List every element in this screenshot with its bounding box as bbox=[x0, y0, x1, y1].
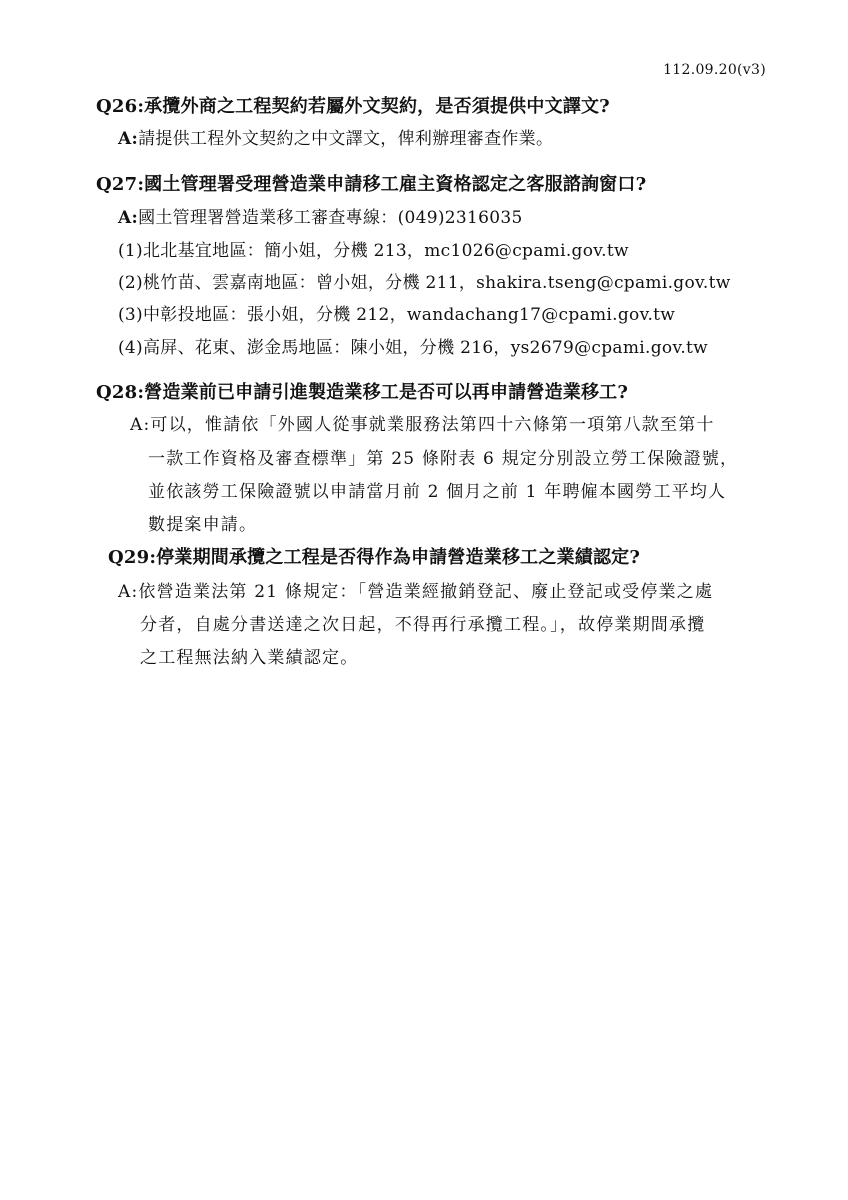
contact-line: (4)高屏、花東、澎金馬地區：陳小姐，分機 216，ys2679@cpami.gov.tw bbox=[118, 338, 709, 358]
answer-line: 一款工作資格及審查標準」第 25 條附表 6 規定分別設立勞工保險證號， bbox=[148, 449, 739, 469]
question-q27: Q27:國土管理署受理營造業申請移工雇主資格認定之客服諮詢窗口? bbox=[96, 174, 647, 195]
answer-line: 之工程無法納入業績認定。 bbox=[140, 648, 359, 668]
answer-line: A:依營造業法第 21 條規定：「營造業經撤銷登記、廢止登記或受停業之處 bbox=[118, 582, 714, 602]
answer-label: A: bbox=[118, 208, 139, 228]
version-date: 112.09.20(v3) bbox=[663, 62, 766, 78]
answer-text: 國土管理署營造業移工審查專線：(049)2316035 bbox=[138, 208, 523, 228]
contact-line: (2)桃竹苗、雲嘉南地區：曾小姐，分機 211，shakira.tseng@cpami.gov.tw bbox=[118, 273, 731, 293]
contact-line: (3)中彰投地區：張小姐，分機 212，wandachang17@cpami.gov.tw bbox=[118, 305, 676, 325]
contact-line: (1)北北基宜地區：簡小姐，分機 213，mc1026@cpami.gov.tw bbox=[118, 241, 629, 261]
answer-label: A: bbox=[118, 129, 139, 149]
answer-q26 bbox=[118, 124, 553, 149]
question-q26: Q26:承攬外商之工程契約若屬外文契約，是否須提供中文譯文? bbox=[96, 96, 610, 117]
answer-text: 請提供工程外文契約之中文譯文，俾利辦理審查作業。 bbox=[138, 129, 554, 149]
question-q28: Q28:營造業前已申請引進製造業移工是否可以再申請營造業移工? bbox=[96, 382, 629, 403]
answer-line: 分者，自處分書送達之次日起，不得再行承攬工程。」，故停業期間承攬 bbox=[140, 615, 706, 635]
answer-q27 bbox=[118, 203, 523, 228]
answer-line: 數提案申請。 bbox=[148, 515, 258, 535]
question-q29: Q29:停業期間承攬之工程是否得作為申請營造業移工之業績認定? bbox=[108, 547, 641, 568]
answer-line: 並依該勞工保險證號以申請當月前 2 個月之前 1 年聘僱本國勞工平均人 bbox=[148, 482, 727, 502]
answer-line: A:可以，惟請依「外國人從事就業服務法第四十六條第一項第八款至第十 bbox=[130, 415, 715, 435]
